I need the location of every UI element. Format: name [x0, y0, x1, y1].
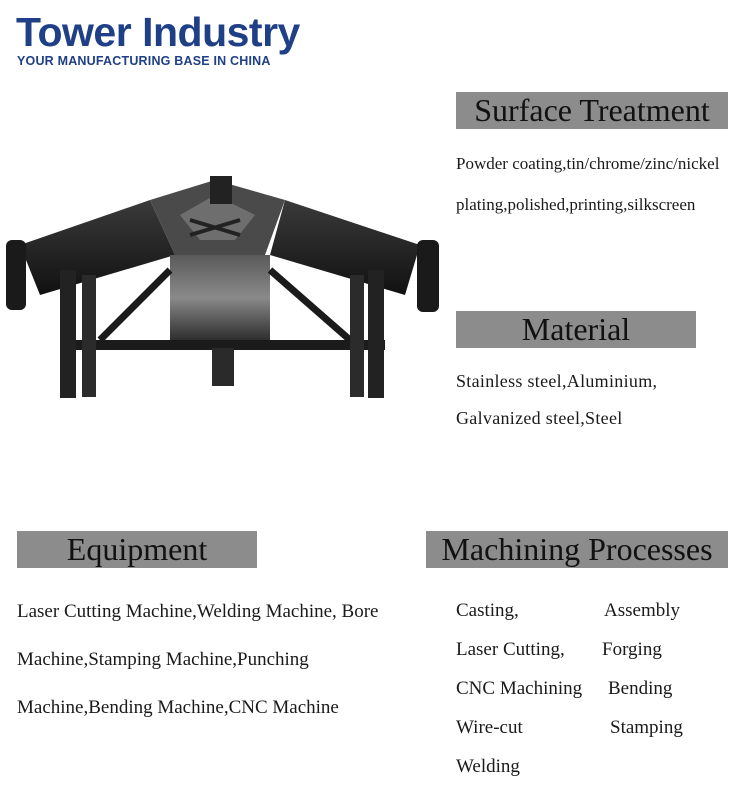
surface-treatment-text: Powder coating,tin/chrome/zinc/nickel plating,polished,printing,silkscreen — [456, 154, 720, 214]
process-name: Welding — [456, 756, 520, 777]
list-item — [456, 747, 746, 786]
list-item — [456, 708, 746, 747]
process-name: Bending — [608, 678, 673, 699]
process-name: Stamping — [610, 717, 683, 738]
list-item — [456, 630, 746, 669]
equipment-text: Laser Cutting Machine,Welding Machine, Bore Machine,Stamping Machine,Punching Machine,Bending Machine,CNC Machine — [17, 601, 379, 718]
machining-heading: Machining Processes — [426, 531, 728, 568]
process-name: Assembly — [604, 600, 680, 621]
surface-treatment-heading: Surface Treatment — [456, 92, 728, 129]
material-heading: Material — [456, 311, 696, 348]
process-name: CNC Machining — [456, 678, 583, 699]
product-frame-image — [0, 160, 445, 410]
equipment-heading: Equipment — [17, 531, 257, 568]
list-item — [456, 669, 746, 708]
process-name: Laser Cutting, — [456, 639, 565, 660]
list-item — [456, 591, 746, 630]
brand-name: Tower Industry — [16, 9, 300, 55]
material-text: Stainless steel,Aluminium, Galvanized steel,Steel — [456, 371, 658, 428]
process-name: Wire-cut — [456, 717, 523, 738]
process-name: Casting, — [456, 600, 519, 621]
brand-tagline: YOUR MANUFACTURING BASE IN CHINA — [17, 54, 271, 68]
process-name: Forging — [602, 639, 662, 660]
